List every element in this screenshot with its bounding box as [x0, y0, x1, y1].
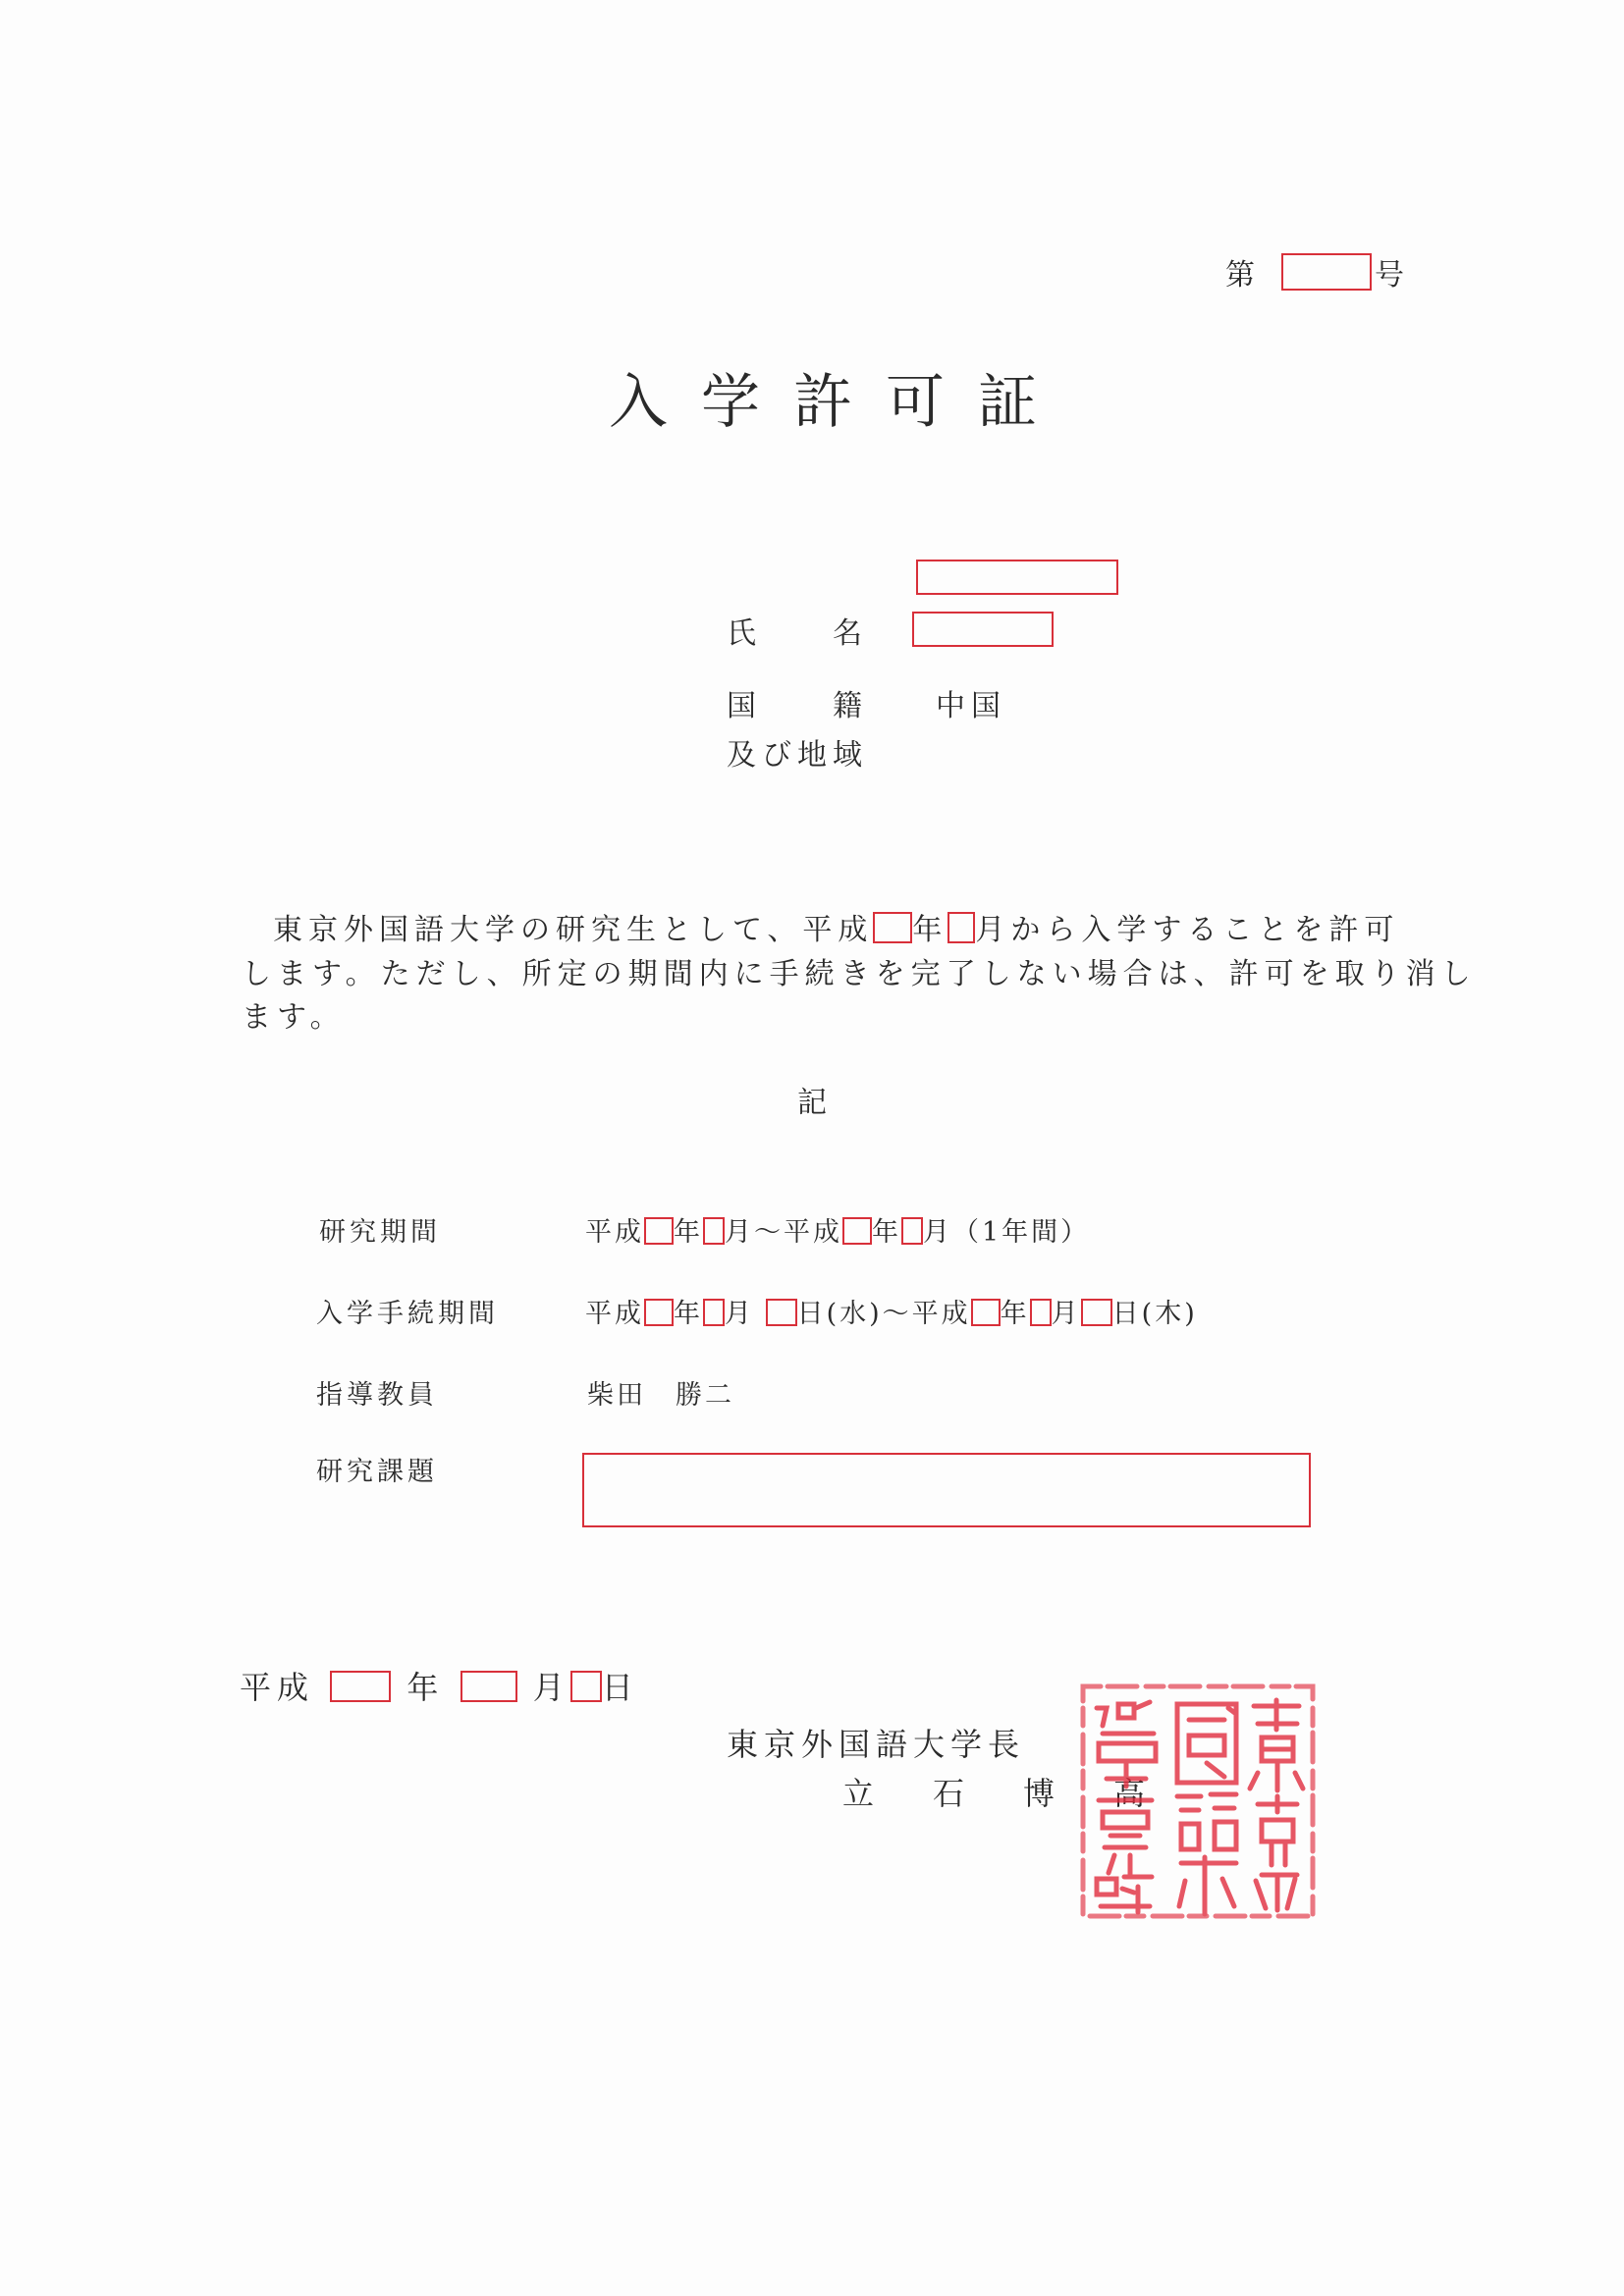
procedure-end-year-redaction	[971, 1299, 1001, 1326]
body-line-1-b: 年	[912, 913, 948, 947]
period-year-2: 年	[872, 1217, 901, 1248]
official-seal-icon	[1075, 1679, 1321, 1924]
procedure-end-weekday: 日(木)	[1111, 1299, 1198, 1329]
advisor-label: 指導教員	[316, 1380, 438, 1411]
body-line-1-a: 東京外国語大学の研究生として、平成	[273, 913, 874, 947]
date-day-redaction	[570, 1671, 602, 1702]
entry-year-redaction	[873, 912, 912, 943]
procedure-end-month-redaction	[1030, 1299, 1052, 1326]
procedure-value	[585, 1292, 1198, 1330]
topic-redaction	[582, 1453, 1311, 1527]
date-month-redaction	[460, 1671, 517, 1702]
body-line-1-c: 月から入学することを許可	[975, 913, 1400, 947]
period-end-year-redaction	[842, 1217, 872, 1245]
topic-label: 研究課題	[316, 1457, 438, 1487]
name-label: 氏 名	[727, 616, 868, 651]
period-duration: 月（1年間）	[923, 1217, 1091, 1248]
region-label: 及び地域	[727, 738, 868, 773]
procedure-era-1: 平成	[585, 1299, 644, 1329]
body-line-2: します。ただし、所定の期間内に手続きを完了しない場合は、許可を取り消し	[242, 957, 1477, 991]
date-year: 年	[406, 1669, 445, 1706]
procedure-label: 入学手続期間	[316, 1299, 499, 1329]
nationality-value: 中国	[936, 689, 1006, 723]
period-start-month-redaction	[703, 1217, 725, 1245]
document-number-redaction	[1281, 253, 1372, 291]
procedure-start-day-redaction	[766, 1299, 797, 1326]
nationality-label: 国 籍	[727, 689, 868, 723]
body-line-1	[273, 905, 1399, 948]
name-reading-redaction	[916, 560, 1118, 595]
document-number-suffix: 号	[1375, 258, 1410, 293]
ki-heading: 記	[797, 1086, 833, 1120]
period-value	[585, 1210, 1090, 1249]
signature-org: 東京外国語大学長	[727, 1726, 1026, 1763]
name-redaction	[912, 612, 1054, 647]
procedure-end-day-redaction	[1081, 1299, 1112, 1326]
entry-month-redaction	[947, 912, 975, 943]
procedure-month-2: 月	[1051, 1299, 1081, 1329]
page-title: 入学許可証	[609, 368, 1070, 437]
document-number	[1225, 250, 1261, 294]
date-day: 日	[601, 1669, 639, 1706]
period-start-year-redaction	[644, 1217, 674, 1245]
period-year-1: 年	[674, 1217, 703, 1248]
procedure-year-1: 年	[674, 1299, 703, 1329]
period-end-month-redaction	[901, 1217, 923, 1245]
date-month: 月	[532, 1669, 570, 1706]
document-number-prefix: 第	[1225, 258, 1261, 293]
procedure-to: 日(水)～平成	[796, 1299, 971, 1329]
signature-name: 立 石 博 高	[842, 1775, 1160, 1812]
procedure-year-2: 年	[1000, 1299, 1030, 1329]
date-line	[240, 1663, 639, 1708]
advisor-value: 柴田 勝二	[587, 1380, 734, 1411]
body-line-3: ます。	[242, 1000, 346, 1035]
date-year-redaction	[330, 1671, 391, 1702]
procedure-start-year-redaction	[644, 1299, 674, 1326]
procedure-start-month-redaction	[703, 1299, 725, 1326]
period-era-1: 平成	[585, 1217, 644, 1248]
period-label: 研究期間	[319, 1217, 441, 1248]
period-to: 月～平成	[725, 1217, 842, 1248]
procedure-month-1: 月	[725, 1299, 754, 1329]
date-era: 平成	[240, 1669, 315, 1706]
